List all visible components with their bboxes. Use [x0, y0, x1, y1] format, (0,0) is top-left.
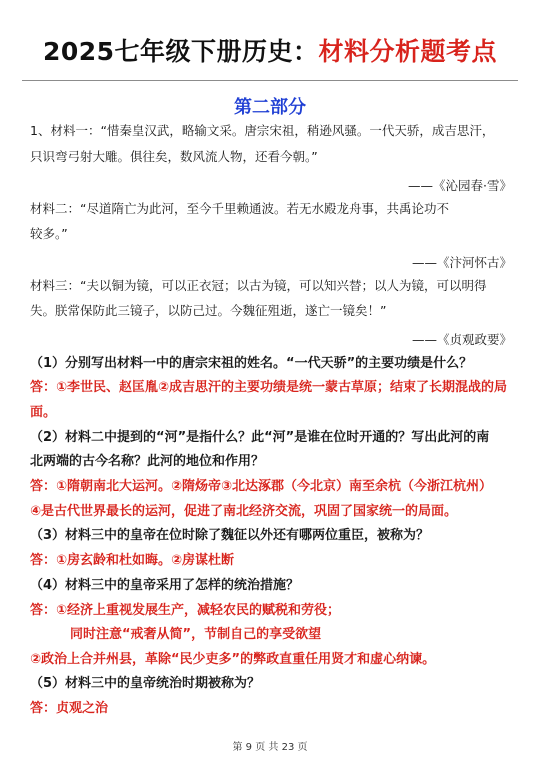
title-divider [22, 80, 518, 81]
page-number-footer: 第 9 页 共 23 页 [232, 742, 308, 753]
question-2-line-2: 北两端的古今名称？此河的地位和作用？ [30, 454, 265, 469]
material-2-source: ——《汴河怀古》 [411, 255, 512, 270]
material-3-source: ——《贞观政要》 [411, 332, 512, 347]
answer-5: 答：贞观之治 [30, 701, 109, 716]
question-3: （3）材料三中的皇帝在位时除了魏征以外还有哪两位重臣，被称为？ [30, 528, 430, 543]
material-3-line-2: 失。朕常保防此三镜子，以防己过。今魏征殂逝，遂亡一镜矣！” [30, 303, 387, 318]
material-1-source: ——《沁园春·雪》 [408, 178, 512, 193]
answer-4-line-2: 同时注意“戒奢从简”，节制自己的享受欲望 [70, 627, 322, 642]
question-4: （4）材料三中的皇帝采用了怎样的统治措施？ [30, 578, 300, 593]
answer-1-line-1: 答：①李世民、赵匡胤②成吉思汗的主要功绩是统一蒙古草原；结束了长期混战的局 [30, 380, 508, 395]
answer-4-line-1: 答：①经济上重视发展生产，减轻农民的赋税和劳役； [30, 603, 341, 618]
question-5: （5）材料三中的皇帝统治时期被称为？ [30, 676, 261, 691]
material-3-line-1: 材料三：“夫以铜为镜，可以正衣冠；以古为镜，可以知兴替；以人为镜，可以明得 [30, 278, 487, 293]
material-1-line-2: 只识弯弓射大雕。俱往矣，数风流人物，还看今朝。” [30, 149, 318, 164]
answer-2-line-2: ④是古代世界最长的运河，促进了南北经济交流，巩固了国家统一的局面。 [30, 504, 458, 519]
material-2-line-1: 材料二：“尽道隋亡为此河，至今千里赖通波。若无水殿龙舟事，共禹论功不 [30, 201, 449, 216]
answer-4-line-3: ②政治上合并州县，革除“民少吏多”的弊政直重任用贤才和虚心纳谏。 [30, 652, 436, 667]
answer-3: 答：①房玄龄和杜如晦。②房谋杜断 [30, 553, 235, 568]
answer-2-line-1: 答：①隋朝南北大运河。②隋炀帝③北达涿郡（今北京）南至余杭（今浙江杭州） [30, 479, 493, 494]
material-1-line-1: 1、材料一：“惜秦皇汉武，略输文采。唐宗宋祖，稍逊风骚。一代天骄，成吉思汗， [30, 123, 495, 138]
question-2-line-1: （2）材料二中提到的“河”是指什么？此“河”是谁在位时开通的？写出此河的南 [30, 430, 490, 445]
answer-1-line-2: 面。 [30, 405, 57, 420]
page-title [0, 32, 540, 68]
material-2-line-2: 较多。” [30, 226, 68, 241]
title-highlight: 材料分析题考点 [318, 37, 498, 66]
section-title: 第二部分 [234, 97, 306, 118]
question-1: （1）分别写出材料一中的唐宗宋祖的姓名。“一代天骄”的主要功绩是什么？ [30, 356, 473, 371]
title-main: 2025七年级下册历史： [42, 37, 319, 66]
